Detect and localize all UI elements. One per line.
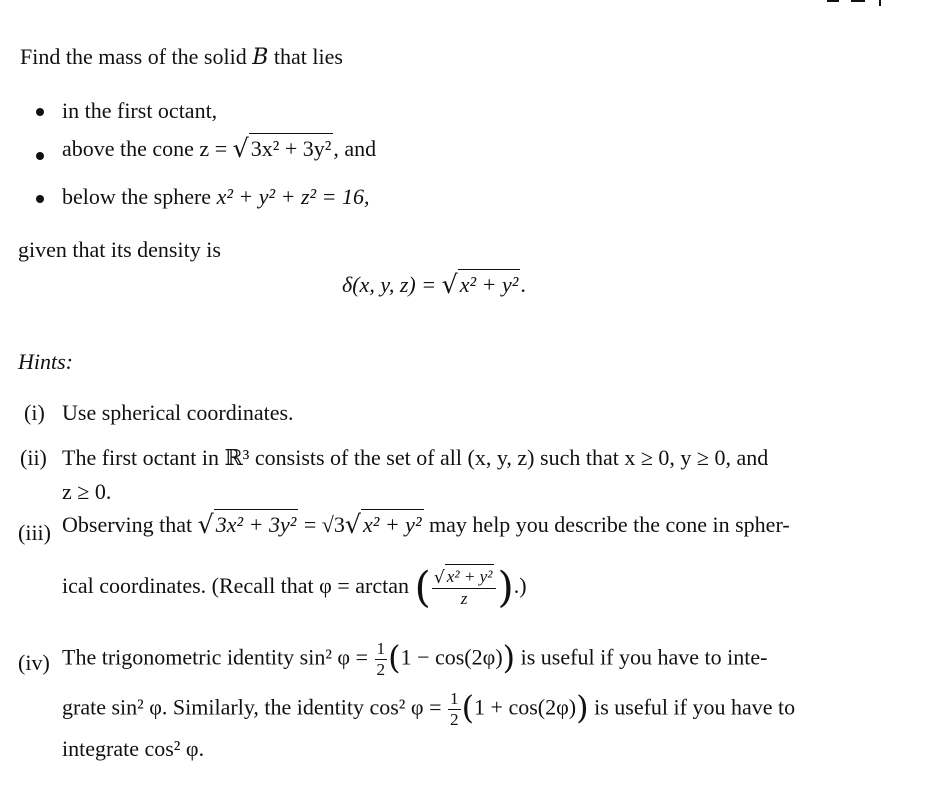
hint-ii-line1: The first octant in ℝ³ consists of the set of all (x, y, z) such that x ≥ 0, y ≥ 0, and <box>62 445 769 470</box>
bullet-icon <box>36 152 44 160</box>
hint-iii-line2: ical coordinates. (Recall that φ = arctan ( $\frac{\text{√ x² + y²}}{z}$ ).) <box>62 562 527 612</box>
hint-iii-label: (iii) <box>18 520 51 545</box>
density-sqrt: √x² + y² <box>441 270 519 299</box>
hint-i-label: (i) <box>24 400 45 425</box>
hint-iii-line1: Observing that √3x² + 3y² = √3√x² + y² may help you describe the cone in spher- <box>62 510 790 539</box>
condition-cone: above the cone z = √3x² + 3y², and <box>62 134 377 163</box>
left-paren: ( <box>414 562 431 612</box>
problem-statement: Find the mass of the solid B that lies <box>20 44 343 70</box>
hints-heading: Hints: <box>18 349 73 374</box>
cropped-top-mark <box>827 0 887 6</box>
hint-ii-line2: z ≥ 0. <box>62 479 112 504</box>
density-formula: δ(x, y, z) = √x² + y². <box>342 270 526 299</box>
right-paren: ) <box>497 562 514 612</box>
density-intro: given that its density is <box>18 237 221 262</box>
bullet-icon <box>36 108 44 116</box>
cone-sqrt: √3x² + 3y² <box>232 134 332 163</box>
hint-i-text: Use spherical coordinates. <box>62 400 294 425</box>
condition-sphere: below the sphere x² + y² + z² = 16, <box>62 184 370 209</box>
hint-iv-label: (iv) <box>18 650 50 675</box>
bullet-icon <box>36 195 44 203</box>
solid-symbol: B <box>252 45 269 70</box>
hint-ii-label: (ii) <box>20 445 47 470</box>
arctan-fraction: $\frac{\text{√ x² + y²}}{z}$ <box>432 568 497 608</box>
hint-iv-line1: The trigonometric identity sin² φ = $\frac{1}{2}$ (1 − cos(2φ)) is useful if you have to inte- <box>62 638 768 679</box>
hint-iv-line2: grate sin² φ. Similarly, the identity cos² φ = $\frac{1}{2}$ (1 + cos(2φ)) is useful if you have to <box>62 688 796 729</box>
condition-first-octant: in the first octant, <box>62 98 218 123</box>
hint-iv-line3: integrate cos² φ. <box>62 736 205 761</box>
